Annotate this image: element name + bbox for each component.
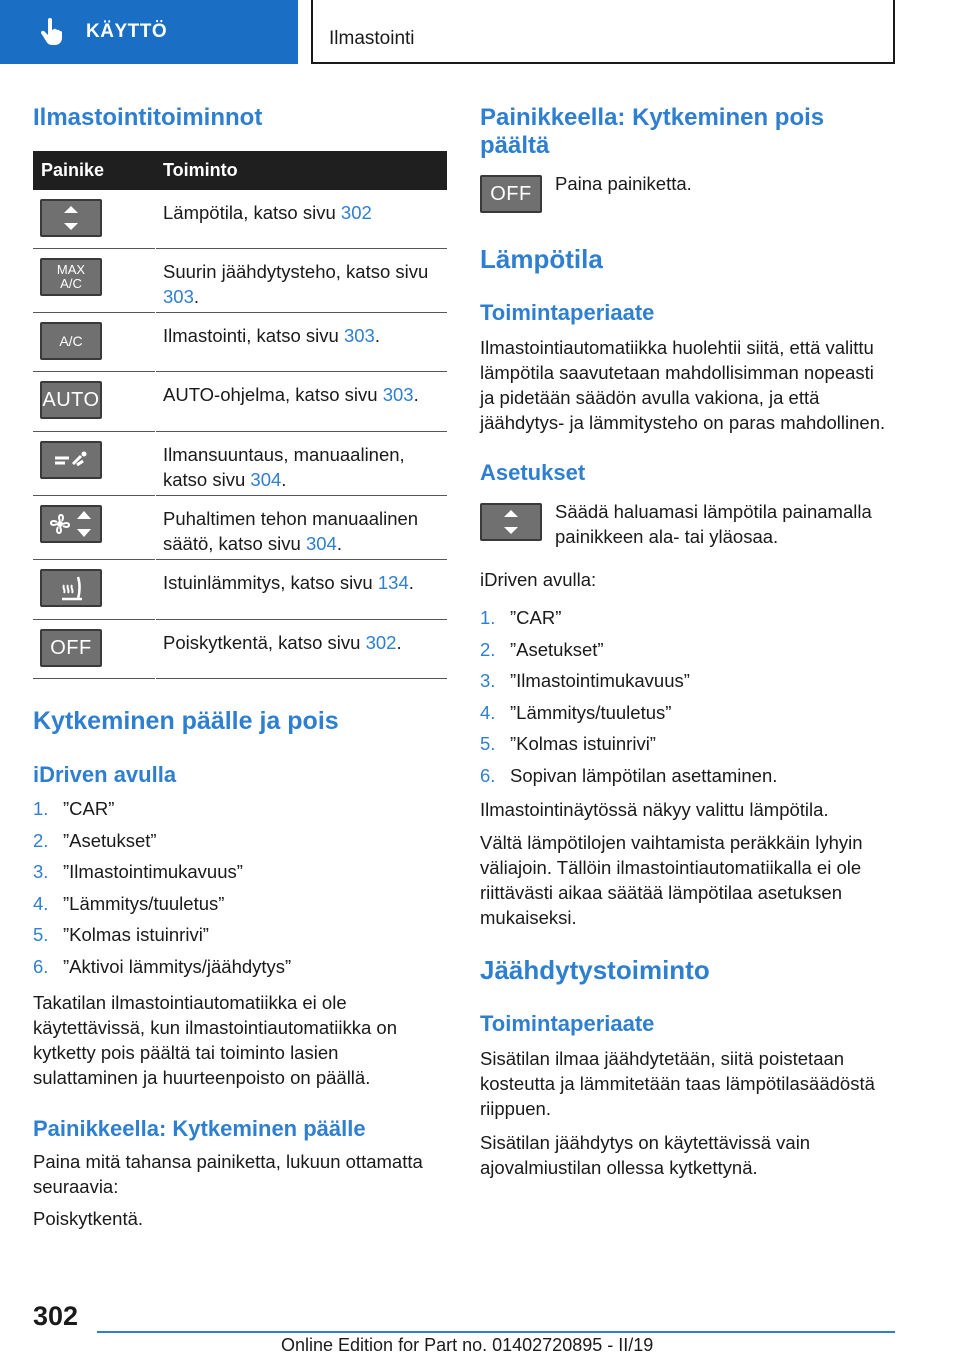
table-row-text: Suurin jäähdytysteho, katso sivu 303. xyxy=(163,261,429,307)
button-on-heading: Painikkeella: Kytkeminen päälle xyxy=(33,1116,366,1141)
button-off-text: Paina painiketta. xyxy=(555,173,692,194)
arrows-updown-icon xyxy=(502,508,520,536)
section-label: KÄYTTÖ xyxy=(86,21,168,42)
table-row xyxy=(33,190,447,249)
auto-button: AUTO xyxy=(40,381,102,419)
table-row-text: Ilmansuuntaus, manuaalinen, katso sivu 304. xyxy=(163,444,405,490)
display-note: Ilmastointinäytössä näkyy valittu lämpötila. xyxy=(480,799,829,820)
cooling-paragraph-2: Sisätilan jäähdytys on käytettävissä vain ajovalmiustilan ollessa kytkettynä. xyxy=(480,1132,811,1178)
col-button-header: Painike xyxy=(41,160,105,180)
footer-divider xyxy=(97,1331,895,1333)
seat-heating-icon xyxy=(56,573,86,603)
table-row xyxy=(33,432,447,496)
table-header xyxy=(33,151,447,190)
hand-pointer-icon xyxy=(40,18,64,46)
temperature-principle: Ilmastointiautomatiikka huolehtii siitä, että valittu lämpötila saavutetaan mahdollisimman nopeasti ja pidetään säädön avulla vakiona, ja että jäähdytys- ja lämmitysteho on paras mahdollinen. xyxy=(480,337,886,433)
list-item: 4. ”Lämmitys/tuuletus” xyxy=(480,701,672,723)
off-button: OFF xyxy=(40,629,102,667)
list-item: 2. ”Asetukset” xyxy=(33,829,157,851)
principle-heading: Toimintaperiaate xyxy=(480,300,655,325)
air-direction-icon xyxy=(51,448,91,472)
functions-table xyxy=(33,151,447,679)
cooling-principle-heading: Toimintaperiaate xyxy=(480,1011,655,1036)
page-number: 302 xyxy=(33,1301,79,1331)
temperature-button xyxy=(40,199,102,237)
chapter-title: Ilmastointi xyxy=(311,0,895,64)
seat-heating-button xyxy=(40,569,102,607)
list-item: 5. ”Kolmas istuinrivi” xyxy=(33,924,209,945)
button-on-paragraph-2: Poiskytkentä. xyxy=(33,1208,144,1229)
list-item: 4. ”Lämmitys/tuuletus” xyxy=(33,892,225,914)
list-item: 1. ”CAR” xyxy=(33,798,115,819)
table-row-text: Lämpötila, katso sivu 302 xyxy=(163,202,372,223)
list-item: 2. ”Asetukset” xyxy=(480,638,604,660)
off-button-image: OFF xyxy=(480,175,542,213)
button-off-heading: Painikkeella: Kytkeminen pois päältä xyxy=(480,104,825,159)
settings-heading: Asetukset xyxy=(480,460,586,485)
idrive-label: iDriven avulla: xyxy=(480,569,597,590)
table-row-text: Puhaltimen tehon manuaalinen säätö, katso sivu 304. xyxy=(163,508,419,554)
air-direction-button xyxy=(40,441,102,479)
idrive-heading: iDriven avulla xyxy=(33,762,177,787)
fan-updown-icon xyxy=(46,509,96,539)
list-item: 6. ”Aktivoi lämmitys/jäähdytys” xyxy=(33,955,292,977)
arrows-updown-icon xyxy=(62,204,80,232)
table-row xyxy=(33,620,447,679)
max-ac-button: MAX A/C xyxy=(40,258,102,296)
button-on-paragraph: Paina mitä tahansa painiketta, lukuun ottamatta seuraavia: xyxy=(33,1151,423,1197)
list-item: 1. ”CAR” xyxy=(480,607,562,628)
table-row xyxy=(33,372,447,432)
list-item: 6. Sopivan lämpötilan asettaminen. xyxy=(480,764,778,786)
table-row xyxy=(33,560,447,620)
table-row xyxy=(33,249,447,313)
temperature-heading: Lämpötila xyxy=(480,244,603,274)
settings-text: Säädä haluamasi lämpötila painamalla painikkeen ala- tai yläosaa. xyxy=(555,501,872,547)
section-tab[interactable] xyxy=(0,0,298,64)
table-row-text: Istuinlämmitys, katso sivu 134. xyxy=(163,572,414,593)
fan-button xyxy=(40,505,102,543)
idrive-paragraph: Takatilan ilmastointiautomatiikka ei ole käytettävissä, kun ilmastointiautomatiikka on kytketty pois päältä tai toiminto lasien sulattaminen ja huurteenpoisto on päällä. xyxy=(33,992,398,1088)
idrive-steps-list xyxy=(33,798,291,987)
table-row-text: Poiskytkentä, katso sivu 302. xyxy=(163,632,402,653)
cooling-paragraph-1: Sisätilan ilmaa jäähdytetään, siitä poistetaan kosteutta ja lämmitetään taas lämpötilasäädöstä riippuen. xyxy=(480,1048,875,1119)
on-off-heading: Kytkeminen päälle ja pois xyxy=(33,707,339,735)
avoid-note: Vältä lämpötilojen vaihtamista peräkkäin lyhyin väliajoin. Tällöin ilmastointiautomatiikalla ei ole riittävästi aikaa säätää lämpötilaa asetuksen mukaiseksi. xyxy=(480,832,863,928)
ac-button: A/C xyxy=(40,322,102,360)
settings-steps-list xyxy=(480,607,777,796)
list-item: 3. ”Ilmastointimukavuus” xyxy=(480,670,690,691)
table-row xyxy=(33,313,447,372)
table-row-text: AUTO-ohjelma, katso sivu 303. xyxy=(163,384,419,405)
table-row-text: Ilmastointi, katso sivu 303. xyxy=(163,325,380,346)
functions-heading: Ilmastointitoiminnot xyxy=(33,104,263,131)
table-row xyxy=(33,496,447,560)
list-item: 3. ”Ilmastointimukavuus” xyxy=(33,861,243,882)
col-function-header: Toiminto xyxy=(163,160,238,180)
cooling-heading: Jäähdytystoiminto xyxy=(480,955,710,985)
temperature-button-image xyxy=(480,503,542,541)
list-item: 5. ”Kolmas istuinrivi” xyxy=(480,733,656,754)
edition-note: Online Edition for Part no. 01402720895 - II/19 xyxy=(281,1335,654,1355)
